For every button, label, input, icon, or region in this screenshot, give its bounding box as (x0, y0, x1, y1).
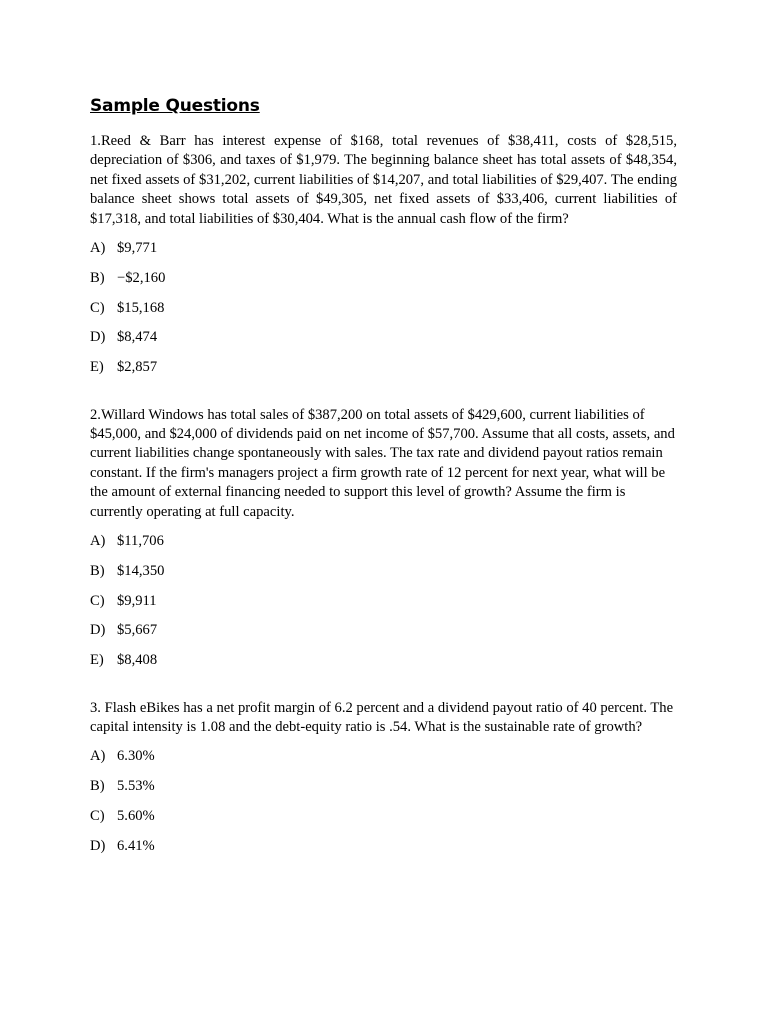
answer-option-b (90, 269, 677, 288)
answer-option-e (90, 651, 677, 670)
document-page (90, 94, 677, 884)
option-letter: D) (90, 329, 106, 346)
option-value: $11,706 (117, 532, 164, 549)
page-title: Sample Questions (90, 96, 260, 116)
option-letter: C) (90, 807, 105, 824)
option-letter: C) (90, 592, 105, 609)
question-text: 2.Willard Windows has total sales of $387,200 on total assets of $429,600, current liabilities of $45,000, and $24,000 of dividends paid on net income of $57,700. Assume that all costs, assets, and current liabilities change spontaneously with sales. The tax rate and dividend payout ratios remain constant. If the firm's managers project a firm growth rate of 12 percent for next year, what will be the amount of external financing needed to support this level of growth? Assume the firm is currently operating at full capacity. (90, 406, 675, 520)
option-letter: A) (90, 240, 106, 257)
option-value: 5.53% (117, 778, 155, 795)
answer-options (90, 239, 677, 378)
answer-options (90, 532, 677, 671)
option-value: $2,857 (117, 359, 158, 376)
answer-option-e (90, 358, 677, 377)
answer-option-d (90, 837, 677, 856)
option-value: 6.30% (117, 748, 155, 765)
answer-option-a (90, 239, 677, 258)
option-value: $5,667 (117, 622, 158, 639)
option-value: −$2,160 (117, 269, 166, 286)
question-1 (90, 132, 677, 378)
option-letter: A) (90, 532, 106, 549)
answer-option-b (90, 777, 677, 796)
option-letter: B) (90, 269, 105, 286)
answer-option-b (90, 562, 677, 581)
option-value: 5.60% (117, 807, 155, 824)
answer-option-a (90, 532, 677, 551)
option-letter: A) (90, 748, 106, 765)
answer-option-d (90, 621, 677, 640)
option-letter: B) (90, 778, 105, 795)
answer-options (90, 747, 677, 856)
answer-option-c (90, 807, 677, 826)
answer-option-c (90, 299, 677, 318)
option-letter: B) (90, 562, 105, 579)
question-3 (90, 699, 677, 857)
question-text: 3. Flash eBikes has a net profit margin of 6.2 percent and a dividend payout ratio of 40 percent. The capital intensity is 1.08 and the debt-equity ratio is .54. What is the sustainable rate of growth? (90, 699, 674, 735)
answer-option-a (90, 747, 677, 766)
answer-option-d (90, 328, 677, 347)
option-letter: C) (90, 299, 105, 316)
option-value: $9,911 (117, 592, 157, 609)
option-value: 6.41% (117, 837, 155, 854)
question-2 (90, 406, 677, 671)
option-letter: D) (90, 622, 106, 639)
option-letter: E) (90, 359, 104, 376)
option-value: $8,474 (117, 329, 158, 346)
option-value: $9,771 (117, 240, 158, 257)
answer-option-c (90, 592, 677, 611)
option-value: $8,408 (117, 652, 158, 669)
option-letter: D) (90, 837, 106, 854)
option-letter: E) (90, 652, 104, 669)
question-text: 1.Reed & Barr has interest expense of $168, total revenues of $38,411, costs of $28,515, depreciation of $306, and taxes of $1,979. The beginning balance sheet has total assets of $48,354, net fixed assets of $31,202, current liabilities of $14,207, and total liabilities of $29,407. The ending balance sheet shows total assets of $49,305, net fixed assets of $33,406, current liabilities of $17,318, and total liabilities of $30,404. What is the annual cash flow of the firm? (90, 133, 677, 227)
option-value: $14,350 (117, 562, 165, 579)
option-value: $15,168 (117, 299, 165, 316)
